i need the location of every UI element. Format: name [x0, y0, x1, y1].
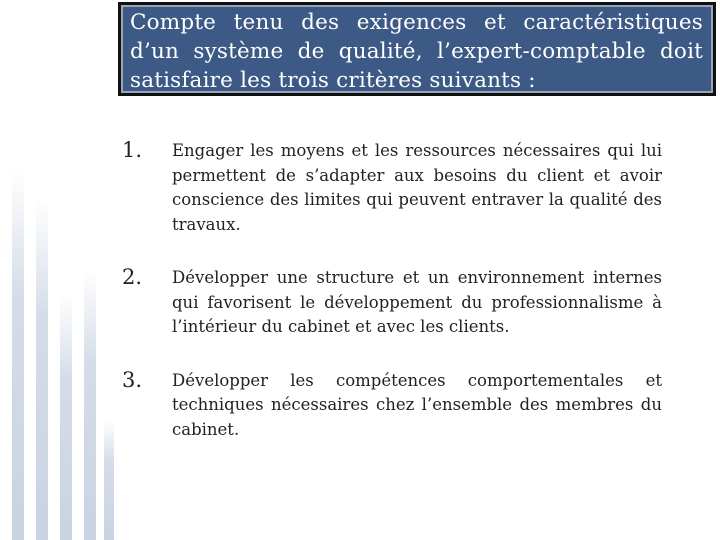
- item-number: 2.: [122, 265, 143, 289]
- item-number: 1.: [122, 138, 143, 162]
- decorative-bar: [60, 294, 72, 540]
- decorative-bar: [104, 420, 114, 540]
- title-banner: [118, 2, 716, 96]
- item-text: Développer une structure et un environnement internes qui favorisent le développement du professionnalisme à l’intérieur du cabinet et avec les clients.: [172, 268, 662, 336]
- list-item: [122, 263, 662, 340]
- criteria-list: [122, 136, 662, 468]
- item-number: 3.: [122, 367, 143, 392]
- decorative-bar: [36, 198, 48, 540]
- decorative-bar: [84, 270, 96, 540]
- item-text: Développer les compétences comportementales et techniques nécessaires chez l’ensemble des membres du cabinet.: [172, 370, 662, 439]
- list-item: [122, 136, 662, 237]
- decorative-bar: [12, 168, 24, 540]
- item-text: Engager les moyens et les ressources nécessaires qui lui permettent de s’adapter aux besoins du client et avoir conscience des limites qui peuvent entraver la qualité des travaux.: [172, 141, 662, 234]
- slide-title: Compte tenu des exigences et caractéristiques d’un système de qualité, l’expert-comptable doit satisfaire les trois critères suivants :: [130, 10, 703, 93]
- list-item: [122, 366, 662, 443]
